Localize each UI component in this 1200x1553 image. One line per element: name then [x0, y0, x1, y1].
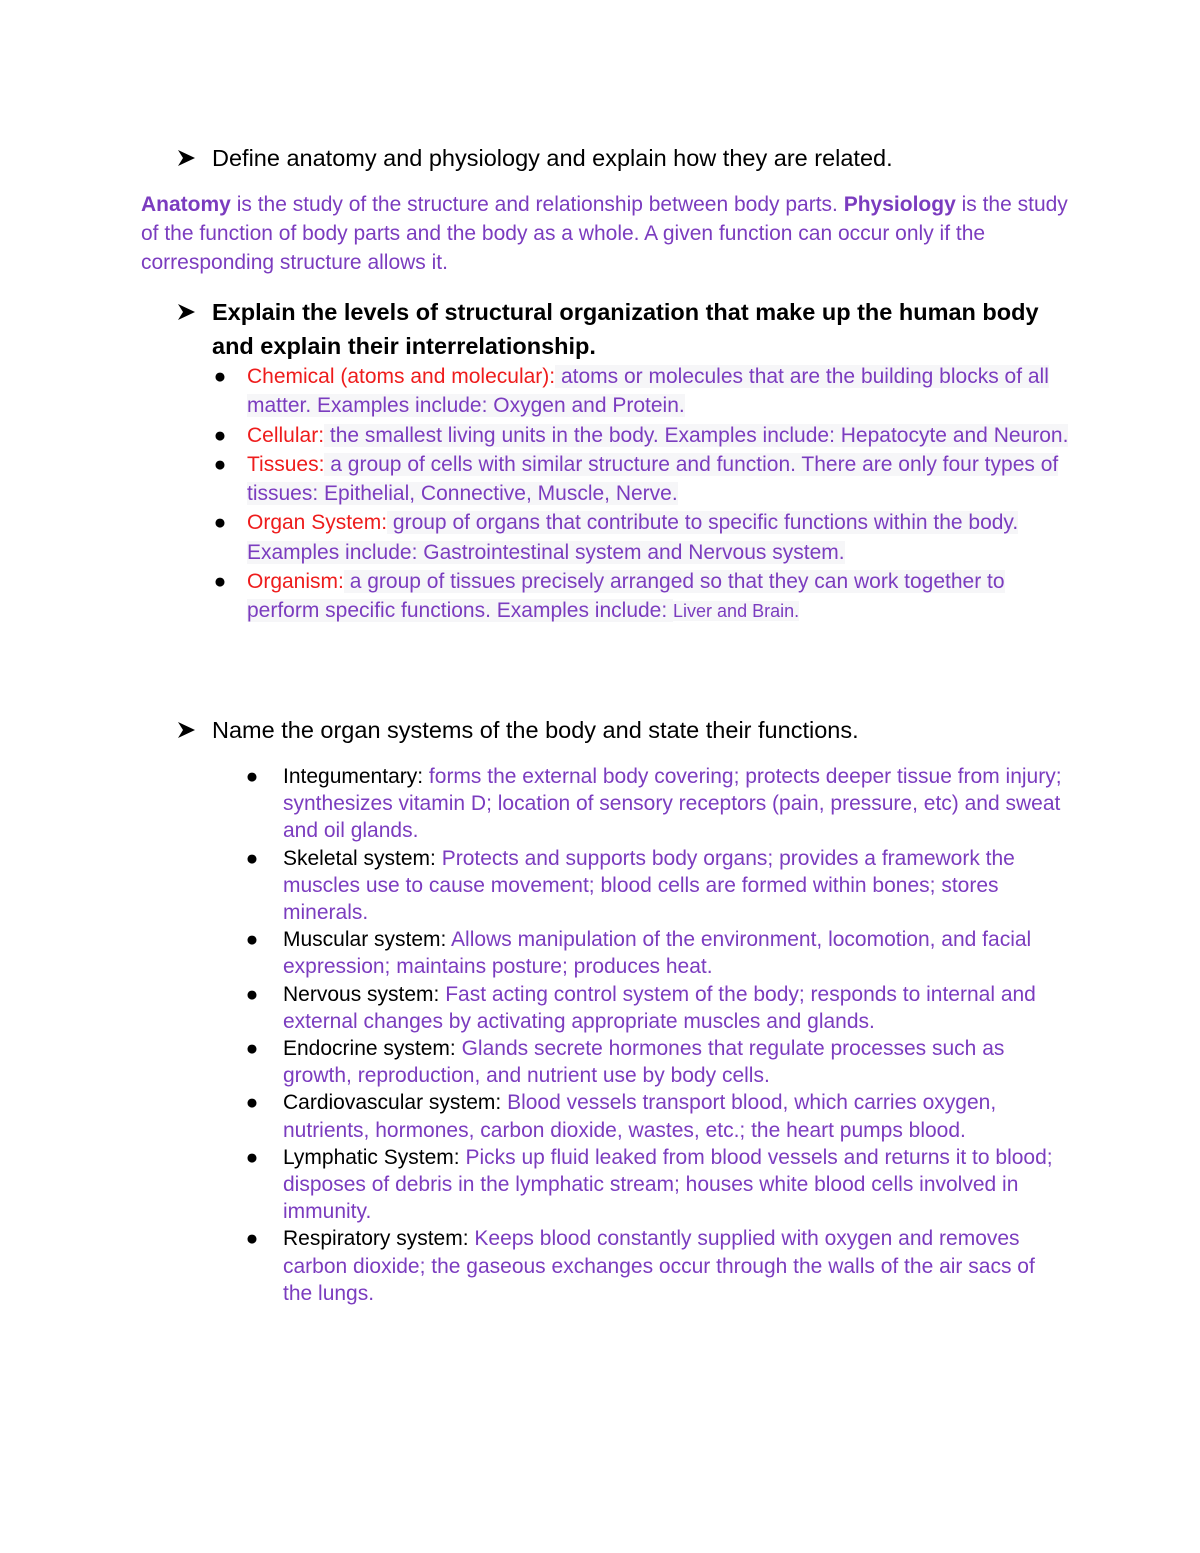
list-item [245, 926, 1065, 980]
system-name: Skeletal system: [283, 846, 436, 870]
list-item: ● Tissues: a group of cells with similar structure and function. There are only four types of tissues: Epithelial, Connective, Muscle, Nerve. [213, 450, 1073, 509]
list-item [245, 763, 1065, 845]
question-1-text: Define anatomy and physiology and explain how they are related. [212, 145, 893, 171]
system-function: forms the external body covering; protects deeper tissue from injury; synthesizes vitamin D; location of sensory receptors (pain, pressure, etc) and sweat and oil glands. [283, 765, 1062, 843]
system-name: Respiratory system: [283, 1227, 469, 1251]
list-item [245, 845, 1065, 927]
question-3-text: Name the organ systems of the body and state their functions. [212, 717, 859, 743]
list-item: ● Cellular: the smallest living units in the body. Examples include: Hepatocyte and Neuron. [213, 421, 1073, 450]
anatomy-definition: is the study of the structure and relationship between body parts. [230, 193, 844, 216]
structural-levels-list [213, 362, 1073, 627]
bullet-icon: ● [213, 365, 227, 388]
question-1 [176, 141, 1070, 175]
physiology-definition: is the study of the function of body parts and the body as a whole. A given function can occur only if the corresponding structure allows it. [141, 193, 1068, 274]
level-label: Cellular [247, 423, 319, 447]
system-name: Endocrine system: [283, 1037, 456, 1061]
bullet-icon: ● [245, 1037, 259, 1061]
bullet-icon: ● [213, 452, 227, 476]
system-name: Nervous system: [283, 982, 440, 1006]
bullet-icon: ● [245, 1227, 259, 1251]
level-definition: group of organs that contribute to specific functions within the body. Examples include: Gastrointestinal system and Nervous system. [247, 511, 1019, 564]
bullet-icon: ● [213, 570, 227, 594]
system-name: Cardiovascular system: [283, 1091, 502, 1115]
level-definition: a group of tissues precisely arranged so that they can work together to perform specific functions. Examples include: [247, 570, 1005, 623]
system-function: Glands secrete hormones that regulate processes such as growth, reproduction, and nutrient use by body cells. [283, 1037, 1005, 1088]
bullet-icon: ● [245, 928, 259, 952]
list-item: ● Chemical (atoms and molecular): atoms or molecules that are the building blocks of all matter. Examples include: Oxygen and Protein. [213, 362, 1073, 421]
level-examples: Liver and Brain. [673, 601, 800, 622]
bullet-icon: ● [213, 423, 227, 447]
system-name: Lymphatic System: [283, 1145, 460, 1169]
list-item [245, 981, 1065, 1035]
list-item: ● Organism: a group of tissues precisely arranged so that they can work together to perform specific functions. Examples include: Liver and Brain. [213, 567, 1073, 627]
level-label: Chemical (atoms and molecular) [247, 365, 550, 388]
system-function: Allows manipulation of the environment, locomotion, and facial expression; maintains posture; produces heat. [283, 928, 1032, 979]
bullet-icon: ● [245, 846, 259, 870]
level-label: Organ System [247, 511, 382, 535]
arrow-bullet-icon [176, 713, 198, 747]
system-function: Picks up fluid leaked from blood vessels and returns it to blood; disposes of debris in the lymphatic stream; houses white blood cells involved in immunity. [283, 1145, 1053, 1224]
level-label: Tissues [247, 452, 319, 476]
arrow-bullet-icon [176, 295, 198, 329]
physiology-term: Physiology [843, 193, 956, 216]
level-label: Organism [247, 570, 339, 594]
bullet-icon: ● [245, 765, 259, 788]
bullet-icon: ● [245, 1145, 259, 1169]
level-definition: the smallest living units in the body. Examples include: Hepatocyte and Neuron. [324, 423, 1069, 447]
anatomy-physiology-answer [141, 190, 1071, 277]
system-function: Protects and supports body organs; provides a framework the muscles use to cause movement; blood cells are formed within bones; stores minerals. [283, 846, 1015, 925]
question-2 [176, 295, 1070, 363]
anatomy-term: Anatomy [141, 193, 231, 216]
bullet-icon: ● [245, 982, 259, 1006]
list-item [245, 1144, 1065, 1226]
bullet-icon: ● [245, 1091, 259, 1115]
list-item [245, 1089, 1065, 1143]
question-3 [176, 713, 1070, 747]
list-item [245, 1035, 1065, 1089]
system-function: Keeps blood constantly supplied with oxygen and removes carbon dioxide; the gaseous exchanges occur through the walls of the air sacs of the lungs. [283, 1227, 1035, 1305]
system-function: Blood vessels transport blood, which carries oxygen, nutrients, hormones, carbon dioxide, wastes, etc.; the heart pumps blood. [283, 1091, 997, 1142]
bullet-icon: ● [213, 511, 227, 535]
system-name: Muscular system: [283, 928, 447, 952]
system-name: Integumentary: [283, 765, 424, 788]
question-2-text: Explain the levels of structural organization that make up the human body and explain their interrelationship. [212, 299, 1039, 359]
organ-systems-list [245, 763, 1065, 1307]
list-item [245, 1225, 1065, 1307]
system-function: Fast acting control system of the body; responds to internal and external changes by activating appropriate muscles and glands. [283, 982, 1036, 1033]
list-item: ● Organ System: group of organs that contribute to specific functions within the body. Examples include: Gastrointestinal system and Nervous system. [213, 508, 1073, 567]
level-definition: atoms or molecules that are the building blocks of all matter. Examples include: Oxygen and Protein. [247, 365, 1049, 418]
level-definition: a group of cells with similar structure and function. There are only four types of tissues: Epithelial, Connective, Muscle, Nerve. [247, 452, 1059, 506]
arrow-bullet-icon [176, 141, 198, 175]
